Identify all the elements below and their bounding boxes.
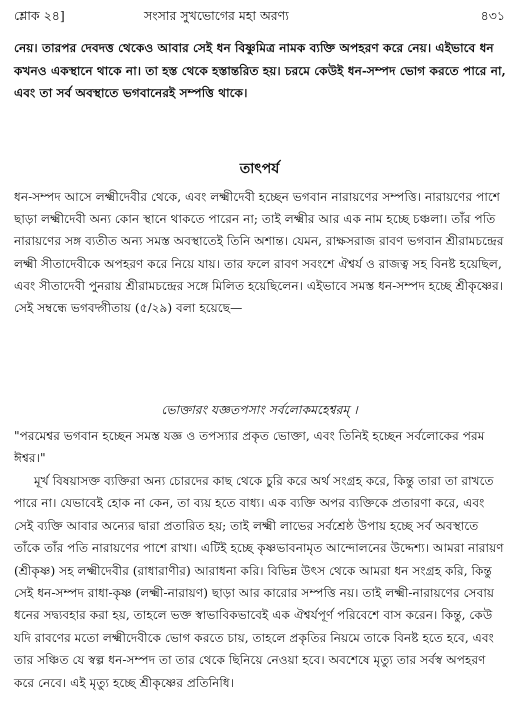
sanskrit-quote: ভোক্তারং যজ্ঞতপসাং সর্বলোকমহেশ্বরম্ । (161, 402, 358, 417)
running-header (14, 8, 505, 26)
section-heading: তাৎপর্য (239, 161, 280, 177)
chapter-title: সংসার সুখভোগের মহা অরণ্য (144, 8, 289, 23)
verse-reference: শ্লোক ২৪] (14, 8, 65, 23)
quote-translation: "পরমেশ্বর ভগবান হচ্ছেন সমস্ত যজ্ঞ ও তপস্যার প্রকৃত ভোক্তা, এবং তিনিই হচ্ছেন সর্বলোকের পরম ঈশ্বর।" (14, 429, 485, 465)
opening-paragraph: নেয়। তারপর দেবদত্ত থেকেও আবার সেই ধন বিষ্ণুমিত্র নামক ব্যক্তি অপহরণ করে নেয়। এইভাবে ধন কখনও একস্থানে থাকে না। তা হস্ত থেকে হস্তান্তরিত হয়। চরমে কেউই ধন-সম্পদ ভোগ করতে পারে না, এবং তা সর্ব অবস্থাতে ভগবানেরই সম্পত্তি থাকে। (14, 41, 506, 100)
page-number: ৪৩১ (480, 8, 505, 23)
purport-paragraph-2: মূর্খ বিষয়াসক্ত ব্যক্তিরা অন্য চোরদের কাছ থেকে চুরি করে অর্থ সংগ্রহ করে, কিন্তু তারা তা রাখতে পারে না। যেভাবেই হোক না কেন, তা ব্যয় হতে বাধ্য। এক ব্যক্তি অপর ব্যক্তিকে প্রতারণা করে, এবং সেই ব্যক্তি আবার অন্যের দ্বারা প্রতারিত হয়; তাই লক্ষ্মী লাভের সর্বশ্রেষ্ঠ উপায় হচ্ছে সর্ব অবস্থাতে তাঁকে তাঁর পতি নারায়ণের পাশে রাখা। এটিই হচ্ছে কৃষ্ণভাবনামৃত আন্দোলনের উদ্দেশ্য। আমরা নারায়ণ (শ্রীকৃষ্ণ) সহ লক্ষ্মীদেবীর (রাধারাণীর) আরাধনা করি। বিভিন্ন উৎস থেকে আমরা ধন সংগ্রহ করি, কিন্তু সেই ধন-সম্পদ রাধা-কৃষ্ণ (লক্ষ্মী-নারায়ণ) ছাড়া আর কারোর সম্পত্তি নয়। তাই লক্ষ্মী-নারায়ণের সেবায় ধনের সদ্ব্যবহার করা হয়, তাহলে ভক্ত স্বাভাবিকভাবেই এক ঐশ্বর্যপূর্ণ পরিবেশে বাস করেন। কিন্তু, কেউ যদি রাবণের মতো লক্ষ্মীদেবীকে ভোগ করতে চায়, তাহলে প্রকৃতির নিয়মে তাকে বিনষ্ট হতে হবে, এবং তার সঞ্চিত যে স্বল্প ধন-সম্পদ তা তার থেকে ছিনিয়ে নেওয়া হবে। অবশেষে মৃত্যু তার সর্বস্ব অপহরণ করে নেবে। এই মৃত্যু হচ্ছে শ্রীকৃষ্ণের প্রতিনিধি। (14, 474, 504, 690)
purport-paragraph-1: ধন-সম্পদ আসে লক্ষ্মীদেবীর থেকে, এবং লক্ষ্মীদেবী হচ্ছেন ভগবান নারায়ণের সম্পত্তি। নারায়ণের পাশে ছাড়া লক্ষ্মীদেবী অন্য কোন স্থানে থাকতে পারেন না; তাই লক্ষ্মীর আর এক নাম হচ্ছে চঞ্চলা। তাঁর পতি নারায়ণের সঙ্গ ব্যতীত অন্য সমস্ত অবস্থাতেই তিনি অশান্ত। যেমন, রাক্ষসরাজ রাবণ ভগবান শ্রীরামচন্দ্রের লক্ষ্মী সীতাদেবীকে অপহরণ করে নিয়ে যায়। তার ফলে রাবণ সবংশে ঐশ্বর্য ও রাজত্ব সহ বিনষ্ট হয়েছিল, এবং সীতাদেবী পুনরায় শ্রীরামচন্দ্রের সঙ্গে মিলিত হয়েছিলেন। এইভাবে সমস্ত ধন-সম্পদ হচ্ছে শ্রীকৃষ্ণের। সেই সম্বন্ধে ভগবদ্গীতায় (৫/২৯) বলা হয়েছে— (14, 190, 504, 316)
